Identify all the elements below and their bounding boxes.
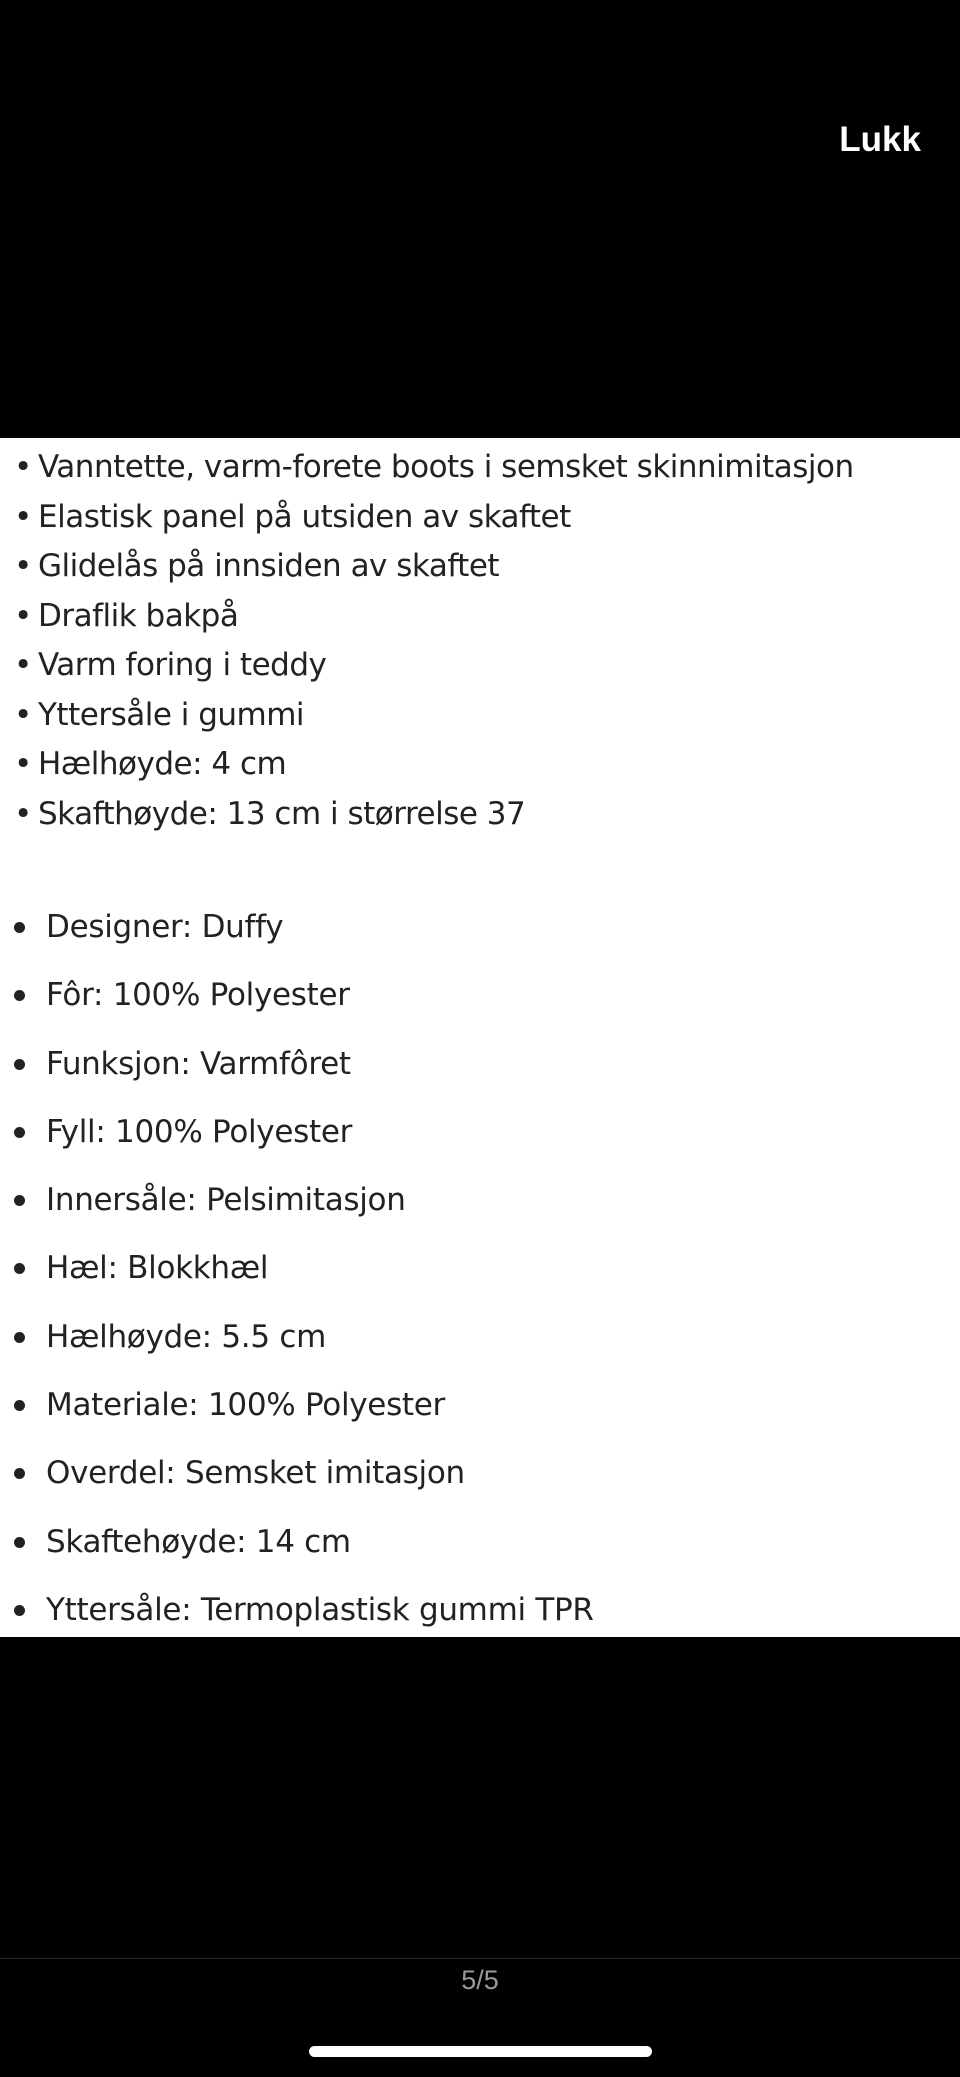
bullet-icon	[14, 1468, 25, 1479]
list-item	[14, 641, 854, 691]
list-item-text: Elastisk panel på utsiden av skaftet	[38, 498, 571, 535]
bullet-icon: •	[14, 498, 32, 535]
bullet-icon: •	[14, 647, 32, 683]
bullet-icon	[14, 1400, 25, 1411]
spec-item	[0, 961, 594, 1029]
bullet-icon: •	[14, 696, 32, 733]
list-item-text: Vanntette, varm-forete boots i semsket skinnimitasjon	[38, 449, 854, 485]
list-item-text: Hælhøyde: 4 cm	[38, 746, 287, 782]
list-item	[14, 592, 854, 642]
spec-item-text: Materiale: 100% Polyester	[46, 1387, 445, 1424]
bullet-icon	[14, 1059, 25, 1070]
spec-item-text: Overdel: Semsket imitasjon	[46, 1455, 465, 1492]
spec-item-text: Fyll: 100% Polyester	[46, 1113, 353, 1150]
list-item	[14, 691, 854, 741]
spec-item	[0, 1303, 594, 1371]
list-item	[14, 443, 854, 493]
spec-item-text: Innersåle: Pelsimitasjon	[46, 1182, 406, 1219]
specification-list	[0, 893, 594, 1637]
bullet-icon	[14, 922, 25, 933]
page-counter: 5/5	[461, 1965, 499, 1995]
bullet-icon	[14, 1605, 25, 1616]
bullet-icon	[14, 1263, 25, 1274]
list-item	[14, 542, 854, 592]
spec-item-text: Hælhøyde: 5.5 cm	[46, 1318, 326, 1355]
list-item-text: Skafthøyde: 13 cm i størrelse 37	[38, 795, 526, 832]
list-item	[14, 740, 854, 790]
bullet-icon	[14, 990, 25, 1001]
spec-item	[0, 1234, 594, 1302]
list-item-text: Varm foring i teddy	[38, 647, 327, 683]
spec-item	[0, 1439, 594, 1507]
spec-item-text: Yttersåle: Termoplastisk gummi TPR	[46, 1591, 594, 1628]
bullet-icon	[14, 1127, 25, 1138]
spec-item	[0, 1030, 594, 1098]
bullet-icon	[14, 1195, 25, 1206]
spec-item	[0, 893, 594, 961]
spec-item	[0, 1371, 594, 1439]
spec-item	[0, 1576, 594, 1637]
spec-item-text: Hæl: Blokkhæl	[46, 1250, 269, 1287]
bullet-icon	[14, 1332, 25, 1343]
bullet-icon: •	[14, 746, 32, 782]
product-detail-image	[0, 438, 960, 1637]
list-item	[14, 790, 854, 840]
spec-item-text: Skaftehøyde: 14 cm	[46, 1523, 351, 1560]
list-item	[14, 493, 854, 543]
bullet-icon	[14, 1537, 25, 1548]
bullet-icon: •	[14, 449, 32, 485]
description-list	[14, 443, 854, 839]
spec-item-text: Fôr: 100% Polyester	[46, 977, 350, 1014]
spec-item-text: Funksjon: Varmfôret	[46, 1045, 351, 1082]
close-button[interactable]: Lukk	[839, 120, 921, 159]
list-item-text: Draflik bakpå	[38, 597, 239, 634]
spec-item	[0, 1166, 594, 1234]
spec-item	[0, 1098, 594, 1166]
bullet-icon: •	[14, 597, 32, 634]
list-item-text: Glidelås på innsiden av skaftet	[38, 548, 500, 584]
bullet-icon: •	[14, 548, 32, 584]
bottom-bar	[0, 1637, 960, 2077]
top-bar	[0, 0, 960, 438]
list-item-text: Yttersåle i gummi	[38, 696, 305, 733]
footer-divider	[0, 1958, 960, 1959]
home-indicator[interactable]	[309, 2046, 652, 2057]
spec-item-text: Designer: Duffy	[46, 909, 284, 945]
bullet-icon: •	[14, 795, 32, 832]
spec-item	[0, 1508, 594, 1576]
